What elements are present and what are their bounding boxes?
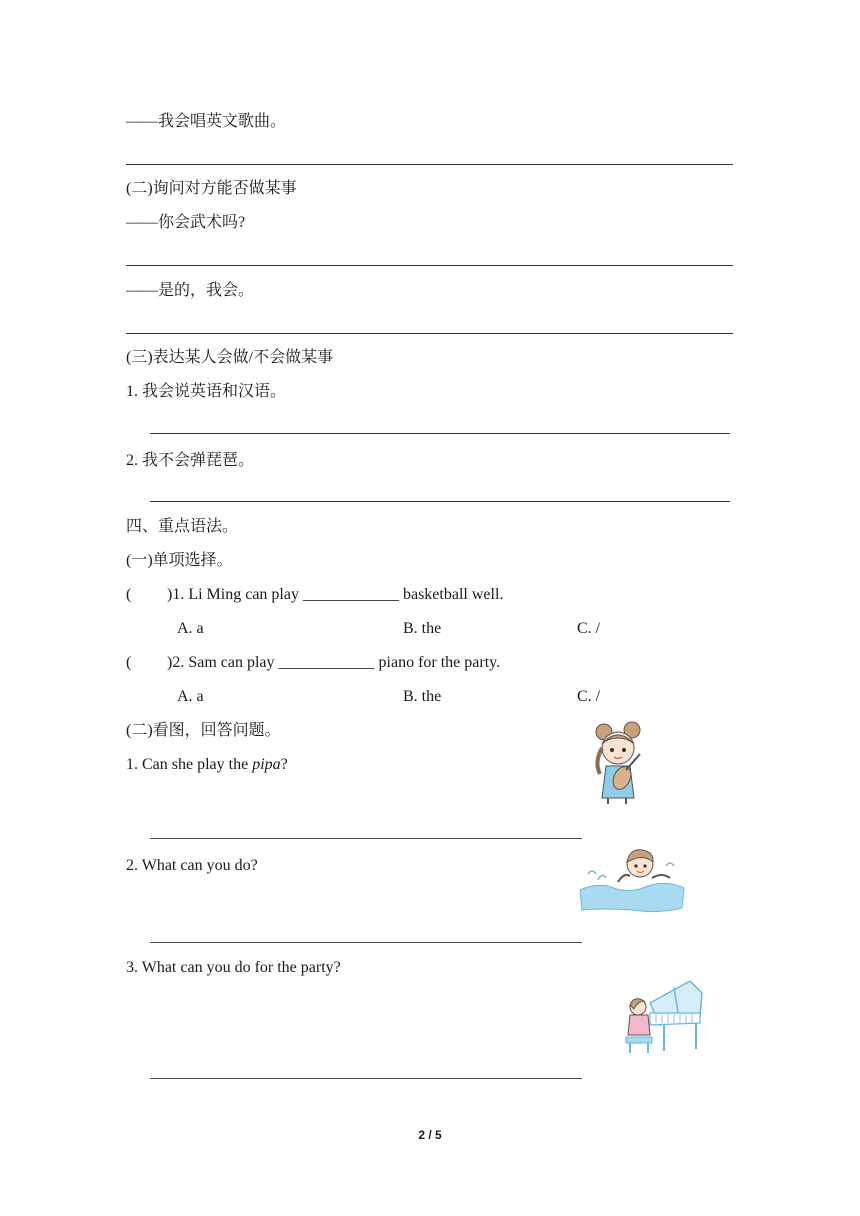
mc-option-c[interactable]: C. / xyxy=(577,620,601,637)
section-title-grammar: 四、重点语法。 xyxy=(126,518,239,535)
answer-line[interactable]: ______________________________________________________ xyxy=(150,824,582,841)
answer-line[interactable] xyxy=(126,265,733,266)
mc-option-b[interactable]: B. the xyxy=(403,688,442,705)
mc-option-a[interactable]: A. a xyxy=(177,620,204,637)
mc-option-a[interactable]: A. a xyxy=(177,688,204,705)
answer-line[interactable]: ______________________________________________________ xyxy=(150,1064,582,1081)
girl-playing-pipa-illustration xyxy=(584,718,654,806)
sentence-ask-wushu: ——你会武术吗? xyxy=(126,214,246,231)
girl-playing-piano-illustration xyxy=(620,973,704,1057)
mc-option-b[interactable]: B. the xyxy=(403,620,442,637)
page-number: 2 / 5 xyxy=(418,1128,442,1142)
subsection-title-3: (三)表达某人会做/不会做某事 xyxy=(126,349,334,366)
picture-question-3: 3. What can you do for the party? xyxy=(126,959,341,976)
subsection-title-mc: (一)单项选择。 xyxy=(126,552,233,569)
picture-question-2: 2. What can you do? xyxy=(126,857,258,874)
mc-question-1: )1. Li Ming can play ____________ basketball well. xyxy=(167,586,504,603)
boy-swimming-illustration xyxy=(578,842,688,914)
mc-question-2: )2. Sam can play ____________ piano for the party. xyxy=(167,654,501,671)
picture-question-1: 1. Can she play the pipa? xyxy=(126,756,288,773)
item-speak-languages: 1. 我会说英语和汉语。 xyxy=(126,383,287,400)
answer-line[interactable] xyxy=(126,333,733,334)
mc-option-c[interactable]: C. / xyxy=(577,688,601,705)
sentence-yes-i-can: ——是的，我会。 xyxy=(126,282,255,299)
mc-answer-paren[interactable]: ( xyxy=(126,586,132,603)
subsection-title-2: (二)询问对方能否做某事 xyxy=(126,180,297,197)
answer-line[interactable] xyxy=(150,433,730,434)
sentence-sing-english-songs: ——我会唱英文歌曲。 xyxy=(126,113,287,130)
mc-answer-paren[interactable]: ( xyxy=(126,654,132,671)
answer-line[interactable] xyxy=(126,164,733,165)
item-cannot-play-pipa: 2. 我不会弹琵琶。 xyxy=(126,452,255,469)
answer-line[interactable] xyxy=(150,501,730,502)
answer-line[interactable]: ______________________________________________________ xyxy=(150,928,582,945)
subsection-title-picture: (二)看图，回答问题。 xyxy=(126,722,281,739)
